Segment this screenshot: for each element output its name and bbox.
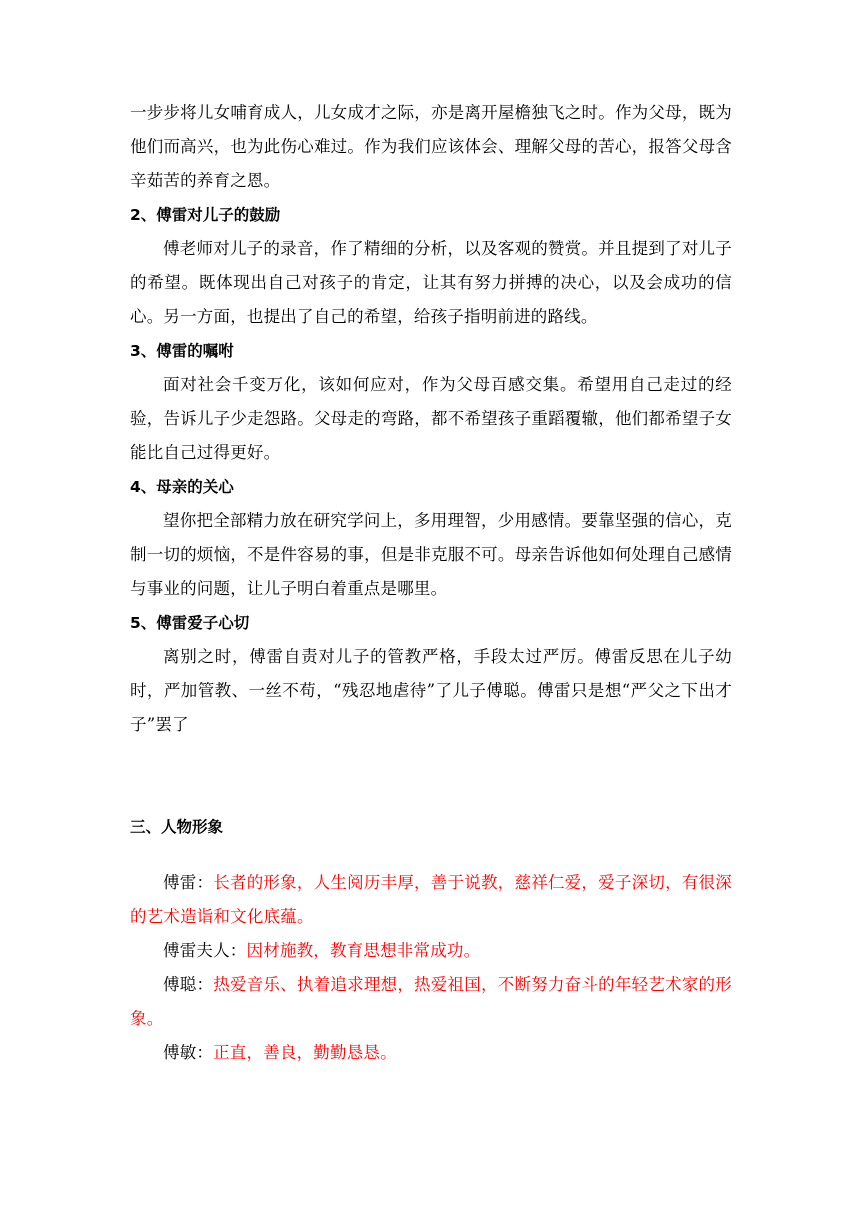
point-paragraph-2: 傅老师对儿子的录音，作了精细的分析，以及客观的赞赏。并且提到了对儿子的希望。既体现出自己对孩子的肯定，让其有努力拼搏的决心，以及会成功的信心。另一方面，也提出了自己的希望，给孩子指明前进的路线。	[130, 239, 732, 326]
character-name: 傅聪：	[163, 975, 214, 994]
character-entry	[130, 968, 732, 1036]
intro-paragraph: 一步步将儿女哺育成人，儿女成才之际，亦是离开屋檐独飞之时。作为父母，既为他们而高兴，也为此伤心难过。作为我们应该体会、理解父母的苦心，报答父母含辛茹苦的养育之恩。	[130, 103, 732, 190]
character-description: 热爱音乐、执着追求理想，热爱祖国，不断努力奋斗的年轻艺术家的形象。	[130, 975, 732, 1028]
character-description: 长者的形象，人生阅历丰厚，善于说教，慈祥仁爱，爱子深切，有很深的艺术造诣和文化底蕴。	[130, 873, 732, 926]
point-heading-5: 5、傅雷爱子心切	[130, 614, 250, 632]
point-paragraph-5: 离别之时，傅雷自责对儿子的管教严格，手段太过严厉。傅雷反思在儿子幼时，严加管教、一丝不苟，“残忍地虐待”了儿子傅聪。傅雷只是想“严父之下出才子”罢了	[130, 647, 732, 734]
character-entry	[130, 1036, 732, 1070]
character-entry	[130, 866, 732, 934]
point-heading-3: 3、傅雷的嘱咐	[130, 342, 234, 360]
point-paragraph-3: 面对社会千变万化，该如何应对，作为父母百感交集。希望用自己走过的经验，告诉儿子少走怨路。父母走的弯路，都不希望孩子重蹈覆辙，他们都希望子女能比自己过得更好。	[130, 375, 732, 462]
character-description: 正直，善良，勤勤恳恳。	[213, 1043, 397, 1062]
point-heading-4: 4、母亲的关心	[130, 478, 234, 496]
section-title-characters: 三、人物形象	[130, 818, 224, 836]
character-name: 傅雷夫人：	[163, 941, 247, 960]
character-name: 傅雷：	[163, 873, 214, 892]
character-name: 傅敏：	[163, 1043, 214, 1062]
character-description: 因材施教，教育思想非常成功。	[246, 941, 481, 960]
point-heading-2: 2、傅雷对儿子的鼓励	[130, 206, 281, 224]
document-page	[130, 96, 732, 1070]
character-entry	[130, 934, 732, 968]
point-paragraph-4: 望你把全部精力放在研究学问上，多用理智，少用感情。要靠坚强的信心，克制一切的烦恼，不是件容易的事，但是非克服不可。母亲告诉他如何处理自己感情与事业的问题，让儿子明白着重点是哪里。	[130, 511, 732, 598]
